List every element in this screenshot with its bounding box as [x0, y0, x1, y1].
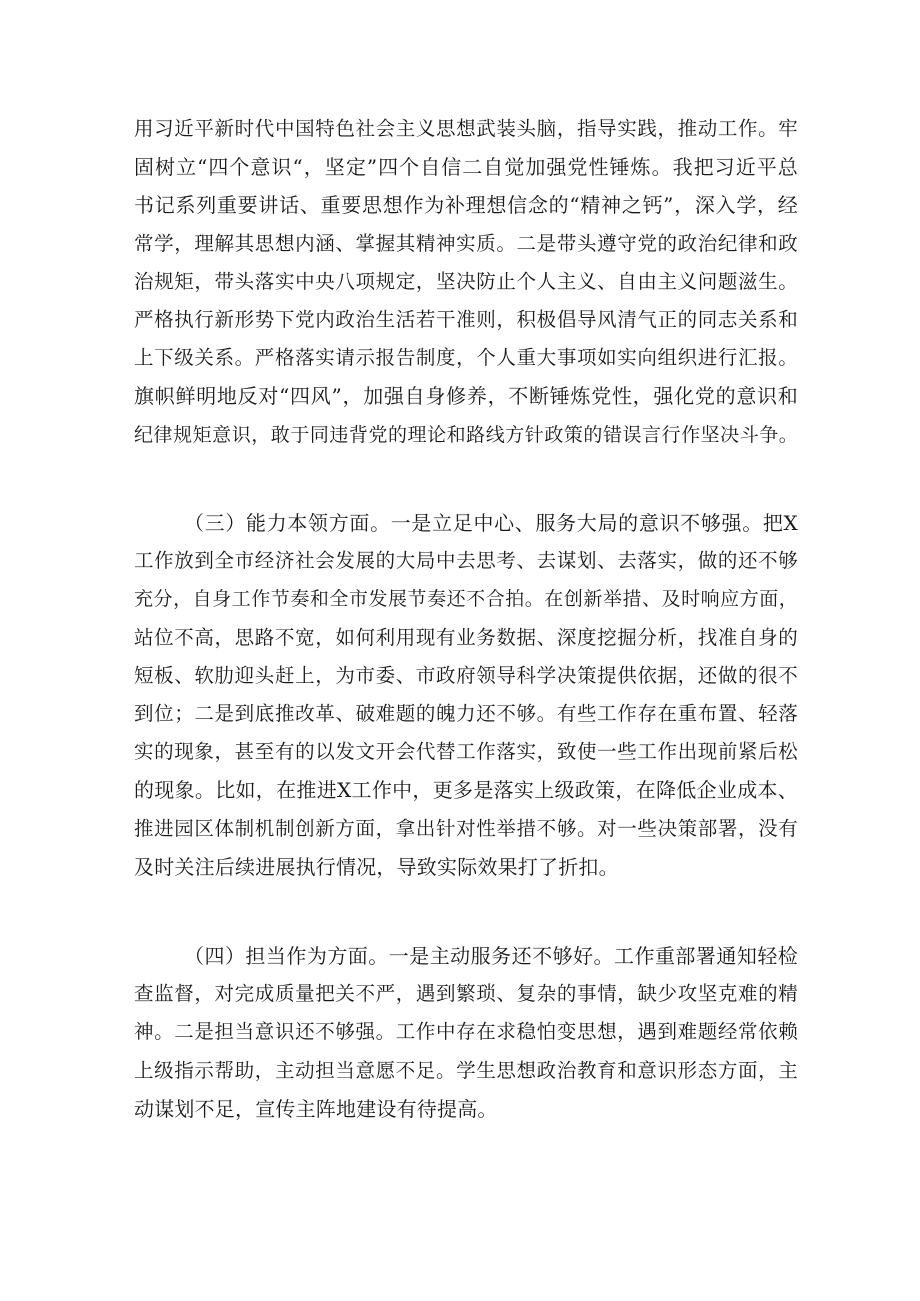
paragraph-2-line: 实的现象，甚至有的以发文开会代替工作落实，致使一些工作出现前紧后松 — [134, 740, 798, 764]
paragraph-2-line: 站位不高，思路不宽，如何利用现有业务数据、深度挖掘分析，找准自身的 — [134, 625, 798, 649]
paragraph-1-line: 严格执行新形势下党内政治生活若干准则，积极倡导风清气正的同志关系和 — [134, 307, 798, 331]
paragraph-2-line: 充分，自身工作节奏和全市发展节奏还不合拍。在创新举措、及时响应方面， — [134, 588, 798, 611]
paragraph-1-line: 用习近平新时代中国特色社会主义思想武装头脑，指导实践，推动工作。牢 — [134, 117, 798, 140]
paragraph-3-line: 上级指示帮助，主动担当意愿不足。学生思想政治教育和意识形态方面，主 — [134, 1058, 798, 1082]
paragraph-2-line: 及时关注后续进展执行情况，导致实际效果打了折扣。 — [134, 854, 619, 879]
paragraph-2-line: 工作放到全市经济社会发展的大局中去思考、去谋划、去落实，做的还不够 — [134, 549, 798, 573]
paragraph-2-line: 的现象。比如，在推进X工作中，更多是落实上级政策，在降低企业成本、 — [134, 778, 798, 803]
paragraph-2-line: （三）能力本领方面。一是立足中心、服务大局的意识不够强。把X — [184, 511, 798, 535]
paragraph-1-line: 上下级关系。严格落实请示报告制度，个人重大事项如实向组织进行汇报。 — [134, 346, 798, 370]
paragraph-2-line: 短板、软肋迎头赶上，为市委、市政府领导科学决策提供依据，还做的很不 — [134, 663, 798, 687]
paragraph-1-line: 纪律规矩意识，敢于同违背党的理论和路线方针政策的错误言行作坚决斗争。 — [134, 423, 798, 446]
paragraph-1-line: 治规矩，带头落实中央八项规定，坚决防止个人主义、自由主义问题滋生。 — [134, 269, 798, 293]
paragraph-3-line: 查监督，对完成质量把关不严，遇到繁琐、复杂的事情，缺少攻坚克难的精 — [134, 982, 798, 1006]
paragraph-2-line: 推进园区体制机制创新方面，拿出针对性举措不够。对一些决策部署，没有 — [134, 816, 798, 840]
paragraph-2 — [134, 504, 798, 886]
paragraph-1-line: 固树立“四个意识“，坚定”四个自信二自觉加强党性锤炼。我把习近平总 — [134, 155, 798, 180]
paragraph-2-line: 到位；二是到底推改革、破难题的魄力还不够。有些工作存在重布置、轻落 — [134, 701, 798, 725]
paragraph-3 — [134, 937, 798, 1128]
paragraph-1-line: 书记系列重要讲话、重要思想作为补理想信念的“精神之钙”，深入学，经 — [134, 193, 798, 218]
paragraph-1 — [134, 110, 798, 454]
paragraph-1-line: 常学，理解其思想内涵、掌握其精神实质。二是带头遵守党的政治纪律和政 — [134, 231, 798, 255]
paragraph-3-line: （四）担当作为方面。一是主动服务还不够好。工作重部署通知轻检 — [184, 944, 798, 968]
paragraph-3-line: 动谋划不足，宣传主阵地建设有待提高。 — [134, 1096, 498, 1121]
paragraph-3-line: 神。二是担当意识还不够强。工作中存在求稳怕变思想，遇到难题经常依赖 — [134, 1020, 798, 1044]
paragraph-1-line: 旗帜鲜明地反对“四风”，加强自身修养，不断锤炼党性，强化党的意识和 — [134, 384, 798, 409]
